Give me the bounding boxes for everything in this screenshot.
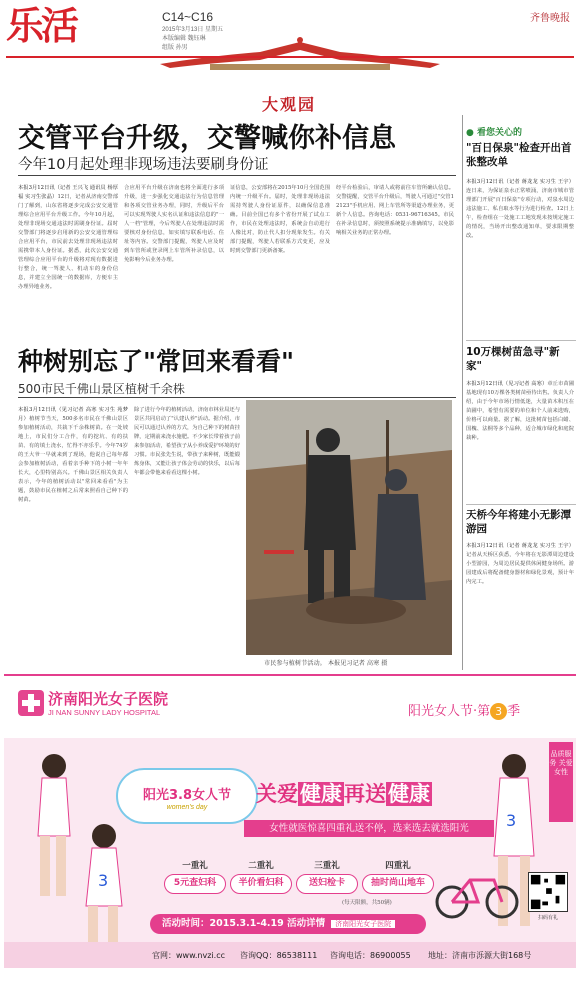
hospital-name: 济南阳光女子医院 — [48, 690, 169, 708]
sidebar-item-body: 本报3月12日讯（见习记者 高寒）章丘市苗圃基地现有10万棵各类树苗亟待出售。负责人介绍，由于今年市场行情低迷，大量苗木积压在苗圃中，希望有需要的单位和个人前来选购，价格可以商量。据了解，这批树苗包括白蜡、国槐、法桐等多个品种，适合城市绿化和庭院栽种。 — [466, 381, 574, 441]
article2-subhead: 500市民千佛山景区植树千余株 — [18, 382, 185, 396]
section-logo: 乐活 — [6, 4, 77, 48]
sidebar-title: ● 看您关心的 — [466, 128, 523, 138]
ad-address: 地址：济南市泺源大街168号 — [428, 951, 532, 960]
column-label: 大观园 — [262, 95, 317, 114]
pavilion-roof-illustration — [150, 34, 450, 74]
article2-col2: 除了进行今年的植树活动，济南市林业局还与景区共同启动了"认建认养"活动。据介绍，市民可以通过认养的方式，为自己种下的树苗挂牌，定期前来浇水施肥。不少家长带着孩子前来参加活动，希望孩子从小养成爱护环境的好习惯。市民张先生说，带孩子来种树，既能锻炼身体，又能让孩子体会劳动的快乐，以后每年都会带他来看看这棵小树。 — [134, 407, 240, 476]
article1-col3: 证信息，公安部将在2015年10月全国范围内统一升级平台。届时，处理非现场违法需持驾驶人身份证原件，以确保信息准确。目前全国已有多个省份开展了试点工作，市民在处理违法时，系统会自动进行人像比对，防止代人扣分现象发生。有关部门提醒，驾驶人若联系方式变更，应及时到交警部门更新备案。 — [230, 185, 330, 254]
models-illustration-left — [14, 746, 134, 946]
newspaper-brand: 齐鲁晚报 — [530, 13, 570, 24]
article1-subhead: 今年10月起处理非现场违法要刷身份证 — [18, 157, 269, 173]
article1-rule — [18, 175, 456, 176]
date-line: 2015年3月13日 星期五 — [162, 27, 224, 33]
womens-day-badge: 阳光3.8女人节 women's day — [116, 768, 258, 824]
gift-item: 二重礼 半价看妇科 — [230, 859, 292, 894]
ad-website[interactable]: 官网：www.nvzi.cc — [152, 951, 226, 960]
sidebar-item-headline: 天桥今年将建小无影潭游园 — [466, 509, 571, 535]
gift-item: 一重礼 5元查妇科 — [164, 859, 226, 894]
festival-title: 阳光女人节·第 3 季 — [408, 704, 521, 719]
gift-item: 四重礼 抽时尚山地车 — [362, 859, 434, 894]
article2-col1: 本报3月12日讯（见习记者 高寒 实习生 苑梦月）植树节当天，500多名市民在千佛山景区参加植树活动，共栽下千余株树苗。在一处坡地上，市民们分工合作，有的挖坑、有的扶苗、有的填土浇水，忙得不亦乐乎。今年74岁的王大爷一早就来到了现场，他说自己每年都会参加植树活动，看着亲手种下的小树一年年长大，心里特别高兴。千佛山景区相关负责人表示，今年的植树活动以"常回来看看"为主题，鼓励市民在植树之后常来照看自己种下的树苗。 — [18, 407, 128, 503]
sidebar-item-headline: "百日保泉"检查开出首张整改单 — [466, 142, 572, 168]
article2-headline: 种树别忘了"常回来看看" — [18, 347, 295, 376]
gift-item: 三重礼 送妇检卡 — [296, 859, 358, 894]
ad-slogan-strip: 女性就医惊喜四重礼送不停，选来选去就选阳光 — [244, 820, 494, 837]
bicycle-icon — [434, 862, 520, 922]
article2-rule — [18, 397, 456, 398]
page-bottom-margin — [0, 968, 580, 981]
editor-line: 本版编辑 魏钰琳 — [162, 36, 206, 42]
photo-caption: 市民参与植树节活动。 本报见习记者 高寒 摄 — [264, 660, 388, 667]
hospital-name-en: JI NAN SUNNY LADY HOSPITAL — [48, 708, 161, 717]
sidebar-item-body-cont — [466, 228, 574, 328]
header-rule — [6, 56, 574, 58]
sidebar-item-headline: 10万棵树苗急寻"新家" — [466, 346, 560, 372]
article1-col4: 经平台检验后，审请人或将前往车管所确认信息。交警提醒，交管平台升级后，驾驶人可通过"交管12123"手机应用、网上车管所等渠道办理业务，更新个人信息。咨询电话：0531-96716345。市民在补录信息时，须按照系统提示准确填写，以免影响相关业务的正常办理。 — [336, 185, 454, 236]
article1-col1: 本报3月12日讯（记者 王兴飞 通讯员 杨厚福 实习生张晶）12日，记者从济南交警部门了解到，山东省将逐步完成公安交通管理综合应用平台升级工作。今年10月起，处理非现场交通违法时需刷身份证。届时交警部门将逐步启用新的公安交通管理综合应用平台，市民前去处理非现场违法时需携带本人身份证。据悉，此次公安交通管理综合应用平台的升级将对现有数据进行整合，统一驾驶人、机动车的身份信息，并建立全国统一的数据库，方便车主办理异地业务。 — [18, 185, 118, 290]
ad-qq: 咨询QQ：86538111 — [240, 951, 318, 960]
gift-note: (每天限额，共50辆) — [342, 900, 392, 906]
article1-headline: 交管平台升级，交警喊你补信息 — [18, 123, 396, 154]
ad-phone: 咨询电话：86900055 — [330, 951, 411, 960]
qr-label: 扫码有礼 — [537, 915, 558, 921]
svg-text:3: 3 — [98, 871, 109, 890]
ad-headline: 关爱健康再送健康 — [256, 782, 430, 806]
hospital-advertisement — [4, 674, 576, 968]
page-range: C14~C16 — [162, 10, 214, 24]
design-line: 组版 孙男 — [162, 45, 188, 51]
tree-planting-photo — [246, 400, 452, 655]
article1-col2: 合应用平台升级在济南也将全面进行多项升级，进一步强化交通违法行为信息管理和各项交管业务办理，同时，升级后平台可以实现驾驶人实名认证和违法信息的"一人一档"管理，今后驾驶人在处理违法时需要核对身份信息，如实填写联系电话、住址等内容。交警部门提醒，驾驶人应及时到车管所或登录网上车管所补录信息，以免影响今后业务办理。 — [124, 185, 224, 263]
sidebar-separator — [466, 340, 576, 341]
page-header — [0, 0, 580, 58]
sidebar-separator — [466, 504, 576, 505]
sidebar-item-body: 本报3月12日讯（记者 蒋龙龙 实习生 王宇）记者从天桥区获悉，今年将在无影潭周边建设小型游园，为周边居民提供休闲健身场所。游园建成后将配备健身器材和绿化景观，预计年内完工。 — [466, 543, 574, 585]
sidebar-divider — [462, 115, 463, 670]
sidebar-item-body: 本报3月12日讯（记者 蒋龙龙 实习生 王宇）连日来，为保证泉水正常喷涌，济南市城市管理部门开展"百日保泉"专项行动，对泉水周边违法施工、私自取水等行为进行检查。12日上午，检查组在一处施工工地发现未按规定施工的情况，当场开出整改通知单，要求限期整改。 — [466, 179, 574, 239]
hospital-cross-icon — [18, 690, 44, 716]
ad-footer — [4, 942, 576, 970]
event-date-bar: 活动时间：2015.3.1-4.19 活动详情 济南阳光女子医院 — [150, 914, 426, 934]
ad-side-badge: 品质服务 关爱女性 — [549, 742, 573, 822]
svg-text:3: 3 — [506, 811, 517, 830]
qr-code-icon[interactable] — [528, 872, 568, 912]
